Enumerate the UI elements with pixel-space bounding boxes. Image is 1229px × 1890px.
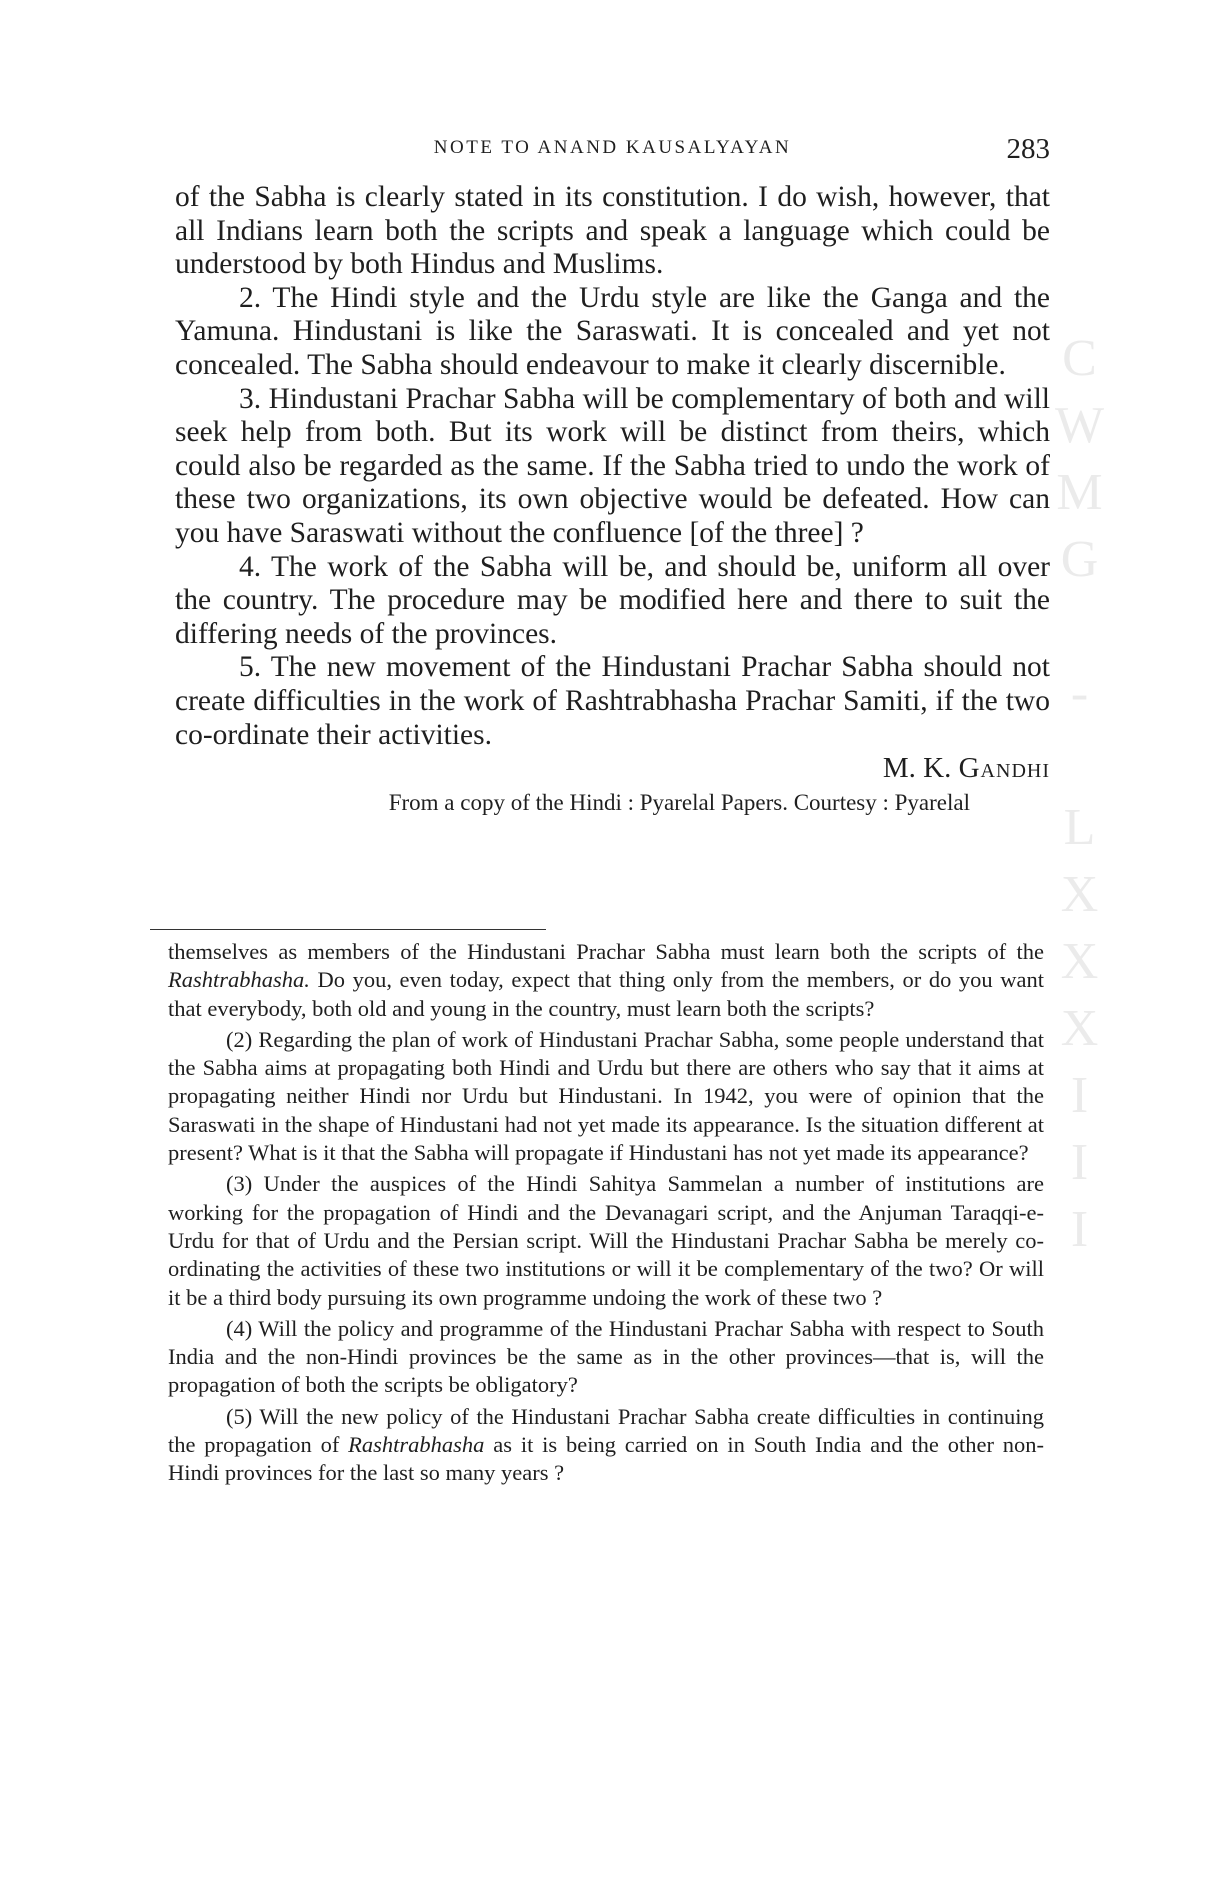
- footnote-paragraph: [168, 938, 1044, 1023]
- signature-name: Gandhi: [958, 752, 1050, 785]
- source-note: From a copy of the Hindi : Pyarelal Papers. Courtesy : Pyarelal: [388, 789, 970, 815]
- footnote-paragraph: (3) Under the auspices of the Hindi Sahitya Sammelan a number of institutions are working for the propagation of Hindi and the Devanagari script, and the Anjuman Taraqqi-e-Urdu for that of Urdu and the Persian script. Will the Hindustani Prachar Sabha be merely co-ordinating the activities of these two institutions or will it be complementary of the two? Or will it be a third body pursuing its own programme undoing the work of these two ?: [168, 1171, 1044, 1310]
- body-paragraph: 2. The Hindi style and the Urdu style are like the Ganga and the Yamuna. Hindustani is like the Saraswati. It is concealed and yet not concealed. The Sabha should endeavour to make it clearly discernible.: [175, 281, 1050, 381]
- footnote-text: (5) Will the new policy of the Hindustani Prachar Sabha create difficulties in continuing the propagation of: [168, 1403, 1044, 1458]
- footnote: [168, 938, 1044, 1488]
- body-paragraph: of the Sabha is clearly stated in its constitution. I do wish, however, that all Indians learn both the scripts and speak a language which could be understood by both Hindus and Muslims.: [175, 181, 1050, 281]
- signature-initials: M. K.: [882, 752, 952, 785]
- running-title: NOTE TO ANAND KAUSALYAYAN: [433, 137, 792, 158]
- body-paragraph: 3. Hindustani Prachar Sabha will be complementary of both and will seek help from both. But its work will be distinct from theirs, which could also be regarded as the same. If the Sabha tried to undo the work of these two organizations, its own objective would be defeated. How can you have Saraswati without the confluence [of the three] ?: [175, 382, 1050, 549]
- watermark: CWMG - LXXXIII: [1051, 330, 1108, 1268]
- body-paragraph: 5. The new movement of the Hindustani Prachar Sabha should not create difficulties in the work of Rashtrabhasha Prachar Samiti, if the two co-ordinate their activities.: [175, 651, 1050, 751]
- footnote-italic: Rashtrabhasha.: [168, 967, 310, 993]
- page-number: 283: [1006, 133, 1050, 165]
- footnote-paragraph: (2) Regarding the plan of work of Hindustani Prachar Sabha, some people understand that the Sabha aims at propagating both Hindi and Urdu but there are others who say that it aims at propagating neither Hindi nor Urdu but Hindustani. In 1942, you were of opinion that the Saraswati in the shape of Hindustani had not yet made its appearance. Is the situation different at present? What is it that the Sabha will propagate if Hindustani has not yet made its appearance?: [168, 1026, 1044, 1166]
- footnote-text: themselves as members of the Hindustani Prachar Sabha must learn both the scripts of the: [168, 939, 1044, 964]
- main-text: [175, 181, 1050, 819]
- body-paragraph: 4. The work of the Sabha will be, and should be, uniform all over the country. The procedure may be modified here and there to suit the differing needs of the provinces.: [175, 550, 1050, 650]
- footnote-italic: Rashtrabhasha: [348, 1432, 485, 1458]
- signature: [175, 752, 1050, 786]
- footnote-text: Do you, even today, expect that thing only from the members, or do you want that everybody, both old and young in the country, must learn both the scripts?: [168, 967, 1044, 1021]
- footnote-text: as it is being carried on in South India and the other non-Hindi provinces for the last so many years ?: [168, 1432, 1044, 1486]
- footnote-paragraph: (4) Will the policy and programme of the Hindustani Prachar Sabha with respect to South India and the non-Hindi provinces be the same as in the other provinces—that is, will the propagation of both the scripts be obligatory?: [168, 1315, 1044, 1398]
- footnote-rule: [150, 929, 546, 930]
- footnote-paragraph: [168, 1403, 1044, 1488]
- page-header: [175, 133, 1050, 165]
